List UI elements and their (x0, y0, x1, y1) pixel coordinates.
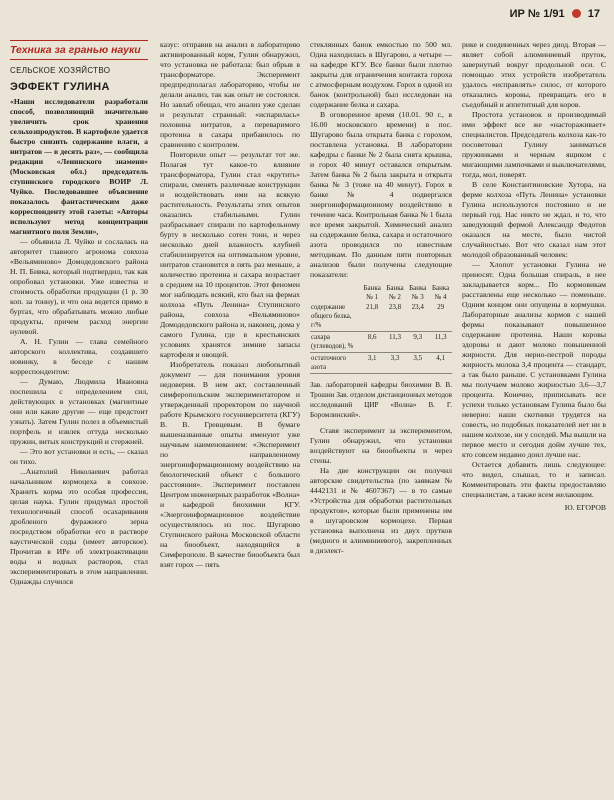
paragraph: Повторили опыт — результат тот же. Полагая тут какое-то влияние трансформатора, Гулин стал «крутить» спирали, сменять различные конструкции и воздействовать ими на всякую растительность. Результаты этих опытов оказались стабильными. Гулин разбрасывает спирали по картофельному бурту в несколько сотен тонн, и через несколько дней влажность клубней стабилизируется на оптимальном уровне, нитратов становится в пять раз меньше, а количество протеина и сахара возрастает в среднем на 10 процентов. Этот феномен мог наблюдать всякий, кто был на фермах колхоза «Путь Ленина» Ступинского района, совхоза «Вельяминово» Домодедовского района и, наконец, дома у самого Гулина, где в крестьянских условиях хранятся зимние запасы картофеля и овощей. (160, 150, 300, 359)
paragraph: В селе Константиновские Хутора, на ферме колхоза «Путь Ленина» установки Гулина используются постоянно и не первый год. Нас никто не ждал, и то, что заведующий фермой Александр Федотов оказался на месте, было чистой случайностью. Вот что сказал нам этот молодой образованный человек: (462, 180, 606, 259)
table-row (310, 332, 452, 353)
table-cell: 23,8 (384, 302, 407, 332)
paragraph: — Хлопот установки Гулина не приносят. Одна большая спираль, в нее закладывается корм... По кормовикам расставлены еще несколько — поменьше. Одним концом они опущены в кормушки. Лабораторные анализы кормов с нашей фермы показывают повышенное содержание протеина. Наши коровы здоровы и дают молоко повышенной жирности. Для нерно-пестрой породы жирность молока 3,4 процента — стандарт, а так было раньше. С установками Гулина мы получаем молоко жирностью 3,6—3,7 процента. Конечно, приписывать все успехи только установкам Гулина было бы неверно: наши скотники трудятся на совесть, но подобных показателей нет ни в нашем колхозе, ни у соседей. Мы вышли на первое место и сегодня дойм лучше тех, кто совсем недавно доил лучше нас. (462, 260, 606, 459)
issue-number: № 1/91 (527, 8, 565, 20)
paragraph: В оговоренное время (10.01. 90 г., в 16.00 московского времени) в пос. Шугарово была открыта банка с горохом, поставлена установка. В лаборатории кафедры с банки № 2 была снята крышка, и горох 40 минут оставался открытым. Затем банка № 2 была закрыта и открыта банка № 3 (тоже на 40 минут). Горох в банке № 4 подвергался энергоинформационному воздействию в течение часа. Контрольная банка № 1 была все время закрытой. Химический анализ на содержание белка, сахара и остаточного азота проводился по известным методикам. По данным пяти повторных анализов были получены следующие показатели: (310, 110, 452, 279)
table-cell: 23,4 (406, 302, 429, 332)
table-header-cell: Банка № 4 (431, 284, 450, 301)
table-note: Зав. лабораторией кафедры биохимии В. В. Трошин Зав. отделом дистанционных методов исследований ЦИР «Волна» В. Г. Боромлинский». (310, 381, 452, 419)
article-lead: «Наши исследователи разработали способ, позволяющий значительно увеличить срок хранения сельхозпродуктов. В картофеле удается быстро снизить содержание влаги, а нитратов — в десять раз», — сообщила редакции «Ленинского знамени» (Московская обл.) председатель ступинского городского ВОИР Л. Чуйко. Последовавшее объяснение показалось фантастическим даже корреспонденту этой газеты: «Авторы используют метод концентрации магнитного поля Земли», (10, 97, 148, 236)
table-header-cell: Банка № 3 (409, 284, 427, 301)
paragraph: Остается добавить лишь следующее: что видел, слышал, то и записал. Комментировать эти факты предоставляю специалистам, а также всем желающим. (462, 460, 606, 499)
table-header-cell: Банка № 2 (386, 284, 404, 301)
row-label: сахара (углеводов), % (310, 332, 361, 353)
row-label: остаточного азота (310, 353, 361, 374)
paragraph: казус: отправив на анализ в лабораторию активированный корм, Гулин обнаружил, что установка не работала: был обрыв в трансформаторе. Эксперимент предпредполагал лабораторию, чтобы не делали анализ, так как опыт не состоялся. Но завлаб обещал, что анализ уже сделан и результат странный: «испарилась» половина нитратов, а переваримого протеина в сахара прибавилось по сравнению с контролем. (160, 40, 300, 149)
section-heading: СЕЛЬСКОЕ ХОЗЯЙСТВО (10, 66, 111, 75)
author-signature: Ю. ЕГОРОВ (564, 503, 606, 512)
rubric-heading: Техника за гранью науки (10, 40, 148, 60)
page-number: 17 (587, 8, 600, 20)
table-cell: 29 (429, 302, 452, 332)
table-cell: 11,3 (429, 332, 452, 353)
paragraph: Простота установок и производимый ими эффект все же «настораживает» специалистов. Председатель колхоза как-то посоветовал Гулину заниматься пружинками и черным ящиком с мигающими лампочками и выключателями, тогда, мол, поверят. (462, 110, 606, 179)
column-4 (462, 40, 606, 785)
row-label: содержание общего белка, г/% (310, 302, 361, 332)
article-title: ЭФФЕКТ ГУЛИНА (10, 81, 110, 93)
table-cell: 11,3 (384, 332, 407, 353)
paragraph: На две конструкции он получил авторские свидетельства (по заявкам № 4442131 и № 4607367) — в то самые «Устройства для обработки растительных продуктов», которые были применены им в шугаровском кормоцехе. Первая установка выполнена из двух прутков (медного и алюминиевого), закрепленных в диэлект- (310, 466, 452, 555)
page-header (510, 8, 600, 20)
paragraph: Ставя эксперимент за экспериментом, Гулин обнаружил, что установки воздействуют на биообъекты и через стены. (310, 426, 452, 465)
paragraph: — объявила Л. Чуйко и сослалась на авторитет главного агронома совхоза «Вельяминово» Домодедовского района Н. П. Бивка, который подтвердил, так как опробовал установки. Уже известна и стоимость обработки продукции (1 р. 30 коп. за тонну), и что она ведется прямо в буртах, что обрабатывать можно любые продукты, причем расход энергии нулевой. (10, 237, 148, 336)
column-1 (10, 40, 148, 785)
table-header-cell: Банка № 1 (363, 284, 381, 301)
paragraph: рике и соединенных через диод. Вторая — являет собой алюминиевый пруток, завернутый вокруг продольной оси. С помощью этих устройств изобретатель удалось «исправлять» силос, от которого отказались коровы, превращать его в съедобный и аппетитный для коров. (462, 40, 606, 109)
red-dot-icon (572, 9, 581, 18)
table-cell: 3,5 (406, 353, 429, 374)
table-row (310, 302, 452, 332)
paragraph: — Это вот установки и есть, — сказал он тихо. (10, 447, 148, 466)
table-header-cell (310, 284, 361, 302)
table-cell: 4,1 (429, 353, 452, 374)
table-cell: 21,8 (361, 302, 384, 332)
table-cell: 8,6 (361, 332, 384, 353)
paragraph: Изобретатель показал любопытный документ — для понимания уровня недоверия. В нем акт, составленный симферопольским экспериментатором и утвержденный проректором по научной работе Крымского госуниверситета (КГУ) В. В. Гревцевым. В бумаге вышеназванные опыты именуют уже научным наименованием: «Эксперимент по направленному энергоинформационному воздействию на биологический объект с большого расстояния». Эксперимент поставлен Центром инженерных разработок «Волна» и кафедрой биохимии КГУ. «Энергоинформационное воздействие осуществлялось из пос. Шугарово Ступинского района Московской области на биообъект, находящийся в Симферополе. В качестве биообъекта был взят горох — пять (160, 360, 300, 569)
paragraph: — Думаю, Людмила Ивановна поспешила с определением сил, действующих в установках (магнитные они или какие другие — еще предстоит узнать). Затем Гулин полез в объемистый портфель и извлек оттуда несколько пружин, витых конструкций и стержней. (10, 377, 148, 446)
table-cell: 9,3 (406, 332, 429, 353)
column-3 (310, 40, 452, 785)
paragraph: А. Н. Гулин — глава семейного авторского коллектива, создавшего новинку, в беседе с нашим корреспондентом: (10, 337, 148, 376)
table-cell: 3,3 (384, 353, 407, 374)
paragraph: ...Анатолий Николаевич работал начальником кормоцеха в совхозе. Хранить корма это особая профессия, целая наука. Гулин придумал простой технологичный способ осахаривания дробленого фуражного зерна посредством обработки его в растворе каустической соды (имеет авторское). Прочитав в ИРе об электроактивации воды и водных растворов, стал экспериментировать в этом направлении. Однажды случился (10, 467, 148, 586)
paragraph: стеклянных банок емкостью по 500 мл. Одна находилась в Шугарово, а четыре — на кафедре КГУ. Все банки были плотно закрыты для ограничения контакта гороха с атмосферным воздухом. Горох в одной из банок (контрольной) был исследован на содержание белка и сахара. (310, 40, 452, 109)
lab-results-table (310, 284, 452, 374)
table-cell: 3,1 (361, 353, 384, 374)
journal-name: ИР (509, 8, 525, 20)
column-2 (160, 40, 300, 785)
table-row (310, 353, 452, 374)
